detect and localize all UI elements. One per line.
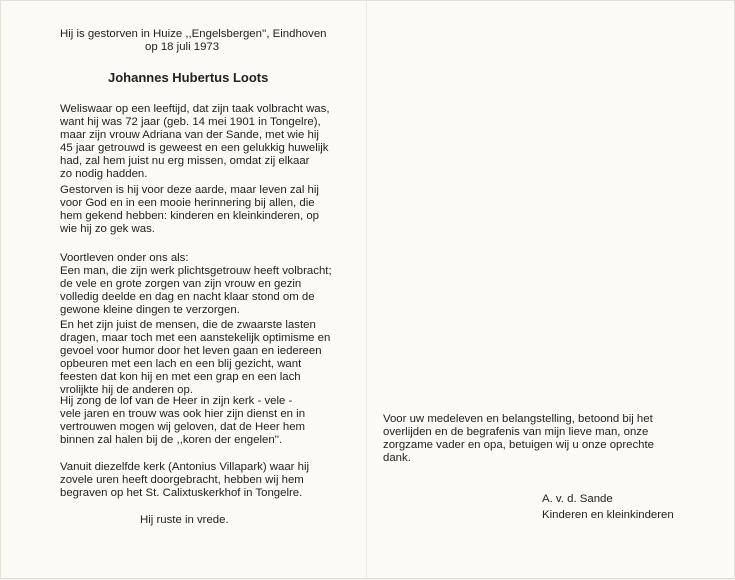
text-line: zovele uren heeft doorgebracht, hebben wij hem [60, 474, 304, 486]
text-line: wie hij zo gek was. [60, 223, 155, 235]
paragraph-character [60, 252, 342, 317]
text-line: vrolijkte hij de anderen op. [60, 384, 193, 396]
text-line: had, zal hem juist nu erg missen, omdat zij elkaar [60, 155, 310, 167]
text-line: gevoel voor humor door het leven gaan en iedereen [60, 345, 322, 357]
text-line: hem gekend hebben: kinderen en kleinkinderen, op [60, 210, 320, 222]
text-line: overlijden en de begrafenis van mijn lieve man, onze [383, 426, 649, 438]
text-line: feesten dat kon hij en met een grap en een lach [60, 371, 301, 383]
signature-family: Kinderen en kleinkinderen [542, 509, 674, 521]
paragraph-optimism [60, 319, 342, 397]
text-line: Voortleven onder ons als: [60, 252, 189, 264]
death-place-line: Hij is gestorven in Huize ,,Engelsbergen'', Eindhoven [60, 28, 327, 40]
paragraph-burial [60, 461, 342, 500]
death-date-line: op 18 juli 1973 [145, 41, 220, 53]
text-line: maar zijn vrouw Adriana van der Sande, met wie hij [60, 129, 319, 141]
text-line: gewone kleine dingen te verzorgen. [60, 304, 240, 316]
right-page [366, 1, 735, 580]
paragraph-thanks [383, 413, 700, 465]
text-line: zo nodig hadden. [60, 168, 148, 180]
signature-name: A. v. d. Sande [542, 493, 613, 505]
text-line: 45 jaar getrouwd is geweest en een gelukkig huwelijk [60, 142, 329, 154]
text-line: want hij was 72 jaar (geb. 14 mei 1901 in Tongelre), [60, 116, 321, 128]
closing-line: Hij ruste in vrede. [140, 514, 229, 526]
text-line: Vanuit diezelfde kerk (Antonius Villapark) waar hij [60, 461, 310, 473]
text-line: Weliswaar op een leeftijd, dat zijn taak volbracht was, [60, 103, 330, 115]
text-line: Hij zong de lof van de Heer in zijn kerk - vele - [60, 395, 293, 407]
text-line: Gestorven is hij voor deze aarde, maar leven zal hij [60, 184, 319, 196]
text-line: dank. [383, 452, 411, 464]
text-line: voor God en in een mooie herinnering bij allen, die [60, 197, 315, 209]
text-line: Voor uw medeleven en belangstelling, betoond bij het [383, 413, 653, 425]
text-line: begraven op het St. Calixtuskerkhof in Tongelre. [60, 487, 303, 499]
text-line: opbeuren met een lach en een blij gezicht, want [60, 358, 302, 370]
text-line: dragen, maar toch met een aanstekelijk optimisme en [60, 332, 331, 344]
text-line: En het zijn juist de mensen, die de zwaarste lasten [60, 319, 316, 331]
text-line: binnen zal halen bij de ,,koren der engelen''. [60, 434, 283, 446]
text-line: vertrouwen mogen wij geloven, dat de Heer hem [60, 421, 306, 433]
paragraph-remembrance [60, 184, 342, 236]
paragraph-life [60, 103, 342, 181]
deceased-name: Johannes Hubertus Loots [108, 70, 269, 85]
text-line: volledig deelde en dag en nacht klaar stond om de [60, 291, 315, 303]
left-page [1, 1, 366, 580]
paragraph-faith [60, 395, 342, 447]
text-line: vele jaren en trouw was ook hier zijn dienst en in [60, 408, 306, 420]
text-line: de vele en grote zorgen van zijn vrouw en gezin [60, 278, 302, 290]
text-line: Een man, die zijn werk plichtsgetrouw heeft volbracht; [60, 265, 332, 277]
text-line: zorgzame vader en opa, betuigen wij u onze oprechte [383, 439, 655, 451]
